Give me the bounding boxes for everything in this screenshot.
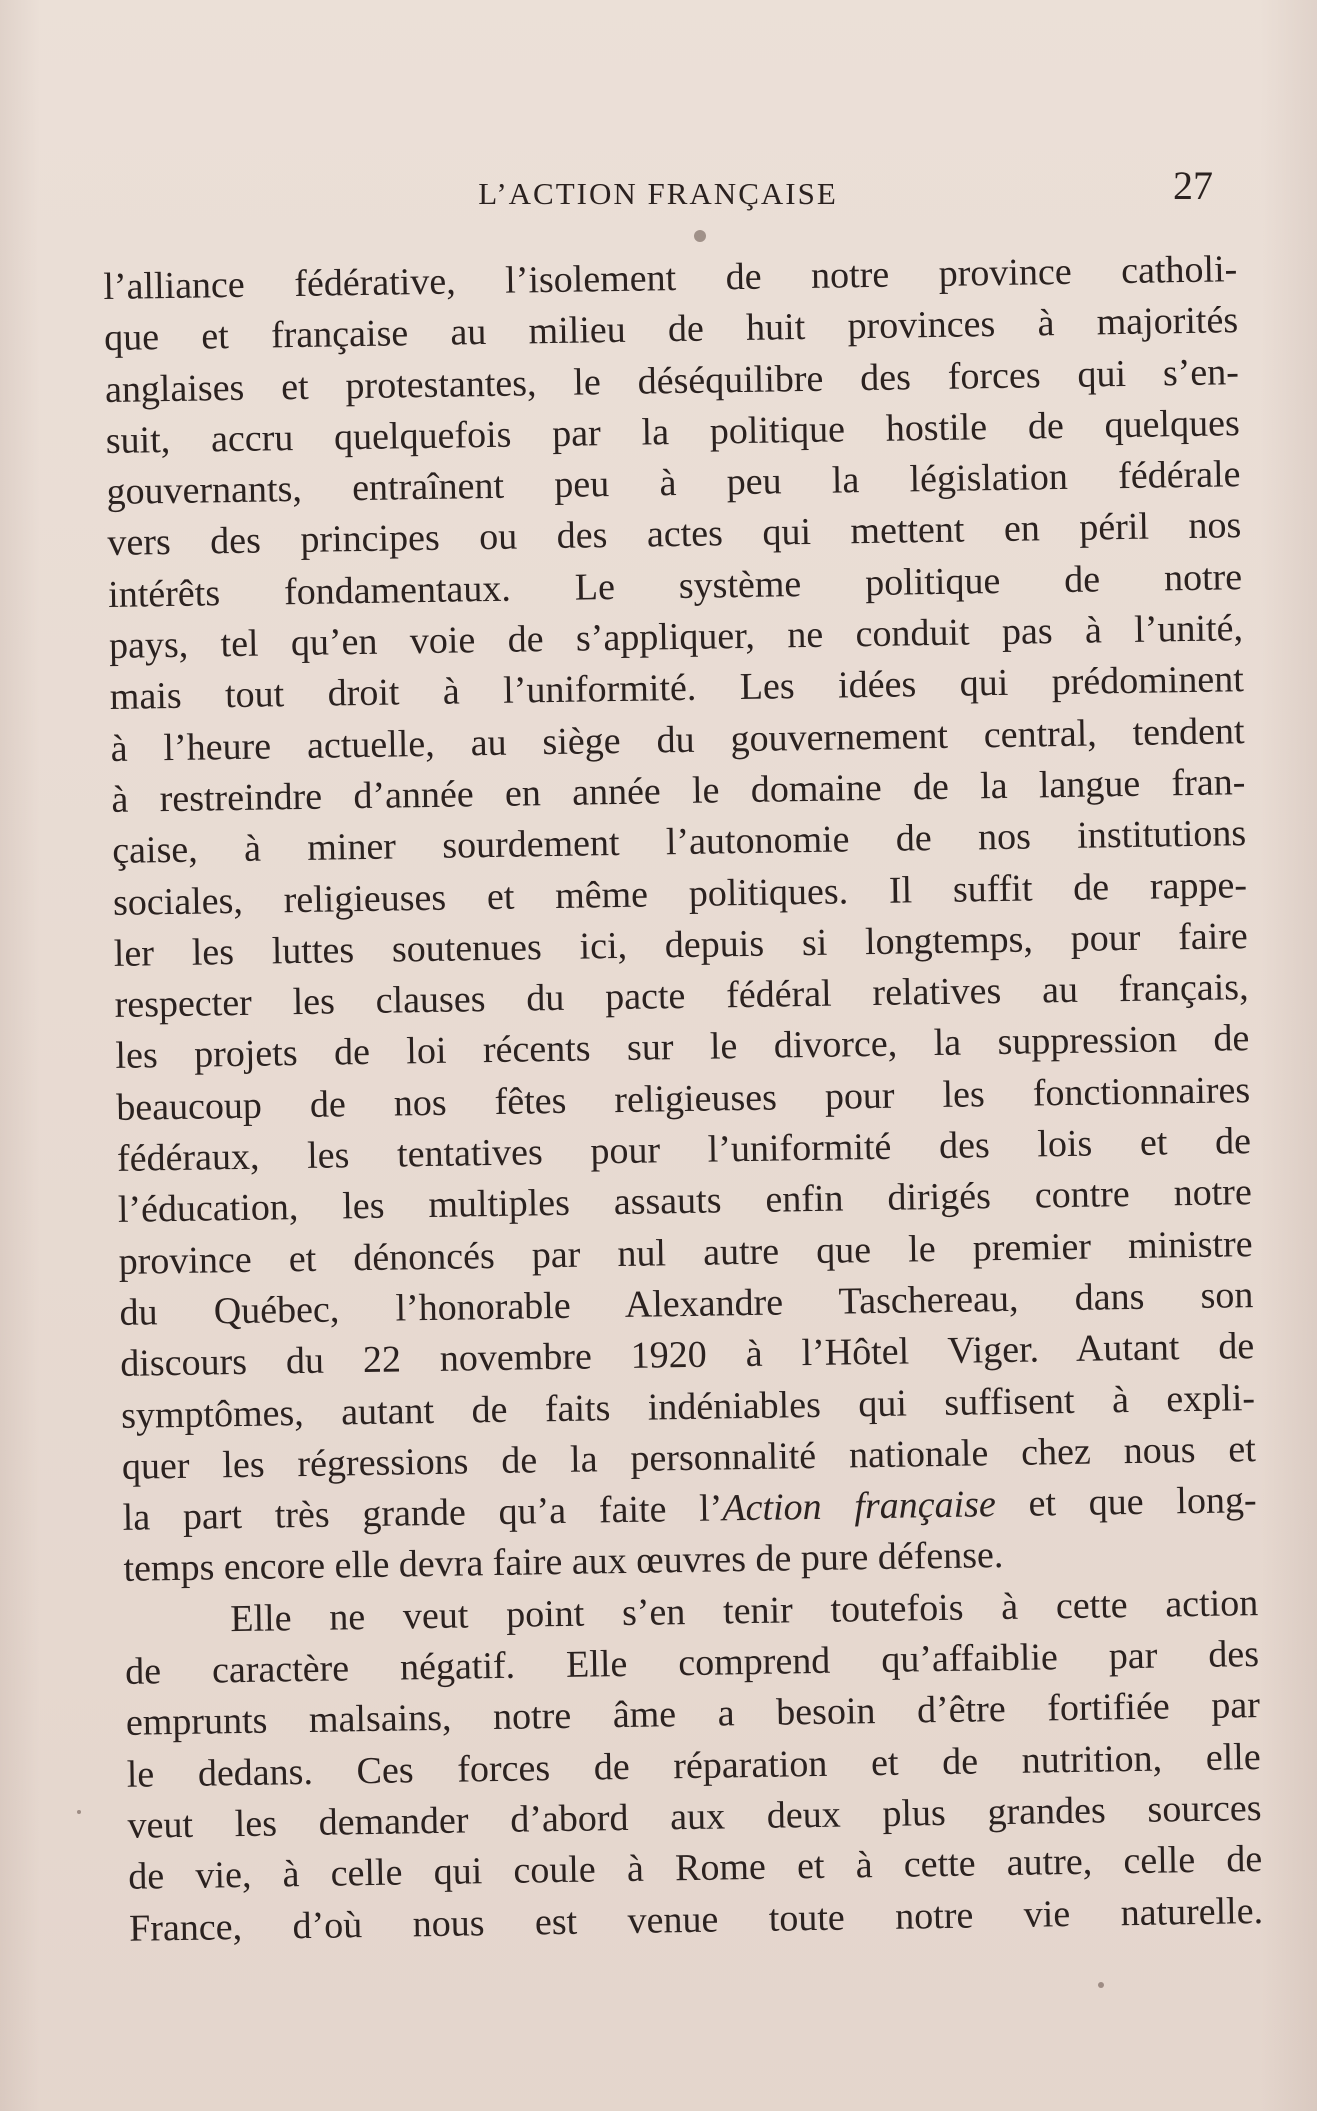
page-number: 27 — [1173, 163, 1213, 208]
paper-speck — [1098, 1982, 1104, 1988]
running-head — [103, 163, 1213, 218]
text-line: çaise, à miner sourdement l’autonomie de nos institutions — [111, 812, 1247, 873]
text-line: emprunts malsains, notre âme a besoin d’être fortifiée par — [125, 1684, 1261, 1745]
paragraph-2 — [124, 1578, 1264, 1955]
text-line: que et française au milieu de huit provinces à majorités — [103, 299, 1239, 360]
text-line: l’alliance fédérative, l’isolement de notre province catholi- — [103, 248, 1238, 308]
paragraph-1 — [103, 244, 1258, 1595]
text-line: à restreindre d’année en année le domaine de la langue fran- — [111, 761, 1246, 821]
italic-title: Action française — [722, 1483, 997, 1530]
text-line: pays, tel qu’en voie de s’appliquer, ne conduit pas à l’unité, — [108, 607, 1244, 668]
text-line: veut les demander d’abord aux deux plus grandes sources — [127, 1786, 1262, 1847]
text-run: et que long- — [995, 1479, 1257, 1526]
body-text — [103, 244, 1263, 1954]
text-line: gouvernants, entraînent peu à peu la législation fédérale — [106, 453, 1241, 514]
text-line: sociales, religieuses et même politiques. Il suffit de rappe- — [112, 863, 1248, 924]
text-line: l’éducation, les multiples assauts enfin dirigés contre notre — [117, 1171, 1253, 1232]
text-line: à l’heure actuelle, au siège du gouvernement central, tendent — [110, 709, 1245, 770]
text-line: province et dénoncés par nul autre que le premier ministre — [118, 1222, 1253, 1283]
text-line: le dedans. Ces forces de réparation et de nutrition, elle — [126, 1735, 1261, 1796]
text-run: la part très grande qu’a faite l’ — [122, 1487, 723, 1539]
text-line: du Québec, l’honorable Alexandre Taschereau, dans son — [119, 1273, 1254, 1334]
text-line: anglaises et protestantes, le déséquilibre des forces qui s’en- — [104, 350, 1240, 411]
text-line: mais tout droit à l’uniformité. Les idées qui prédominent — [109, 658, 1245, 719]
text-line: les projets de loi récents sur le divorce, la suppression de — [115, 1017, 1250, 1078]
paper-speck — [694, 230, 706, 242]
text-line: quer les régressions de la personnalité nationale chez nous et — [121, 1427, 1257, 1488]
text-line: de caractère négatif. Elle comprend qu’affaiblie par des — [124, 1633, 1260, 1693]
text-line: symptômes, autant de faits indéniables qui suffisent à expli- — [120, 1376, 1256, 1437]
text-line: suit, accru quelquefois par la politique hostile de quelques — [105, 402, 1240, 462]
paper-speck — [77, 1810, 81, 1814]
text-line: Elle ne veut point s’en tenir toutefois à cette action — [229, 1581, 1259, 1640]
text-line: discours du 22 novembre 1920 à l’Hôtel Viger. Autant de — [119, 1325, 1255, 1386]
text-line: beaucoup de nos fêtes religieuses pour les fonctionnaires — [115, 1068, 1251, 1129]
text-line: vers des principes ou des actes qui mettent en péril nos — [107, 504, 1242, 565]
text-line: respecter les clauses du pacte fédéral relatives au français, — [114, 966, 1249, 1027]
text-line: temps encore elle devra faire aux œuvres de pure défense. — [123, 1534, 1004, 1591]
running-title: L’ACTION FRANÇAISE — [478, 176, 838, 211]
text-line: ler les luttes soutenues ici, depuis si longtemps, pour faire — [113, 914, 1249, 975]
text-line: France, d’où nous est venue toute notre vie naturelle. — [128, 1889, 1264, 1950]
text-line: de vie, à celle qui coule à Rome et à cette autre, celle de — [128, 1838, 1263, 1899]
text-line: fédéraux, les tentatives pour l’uniformité des lois et de — [116, 1120, 1252, 1180]
text-line: intérêts fondamentaux. Le système politique de notre — [107, 555, 1243, 616]
